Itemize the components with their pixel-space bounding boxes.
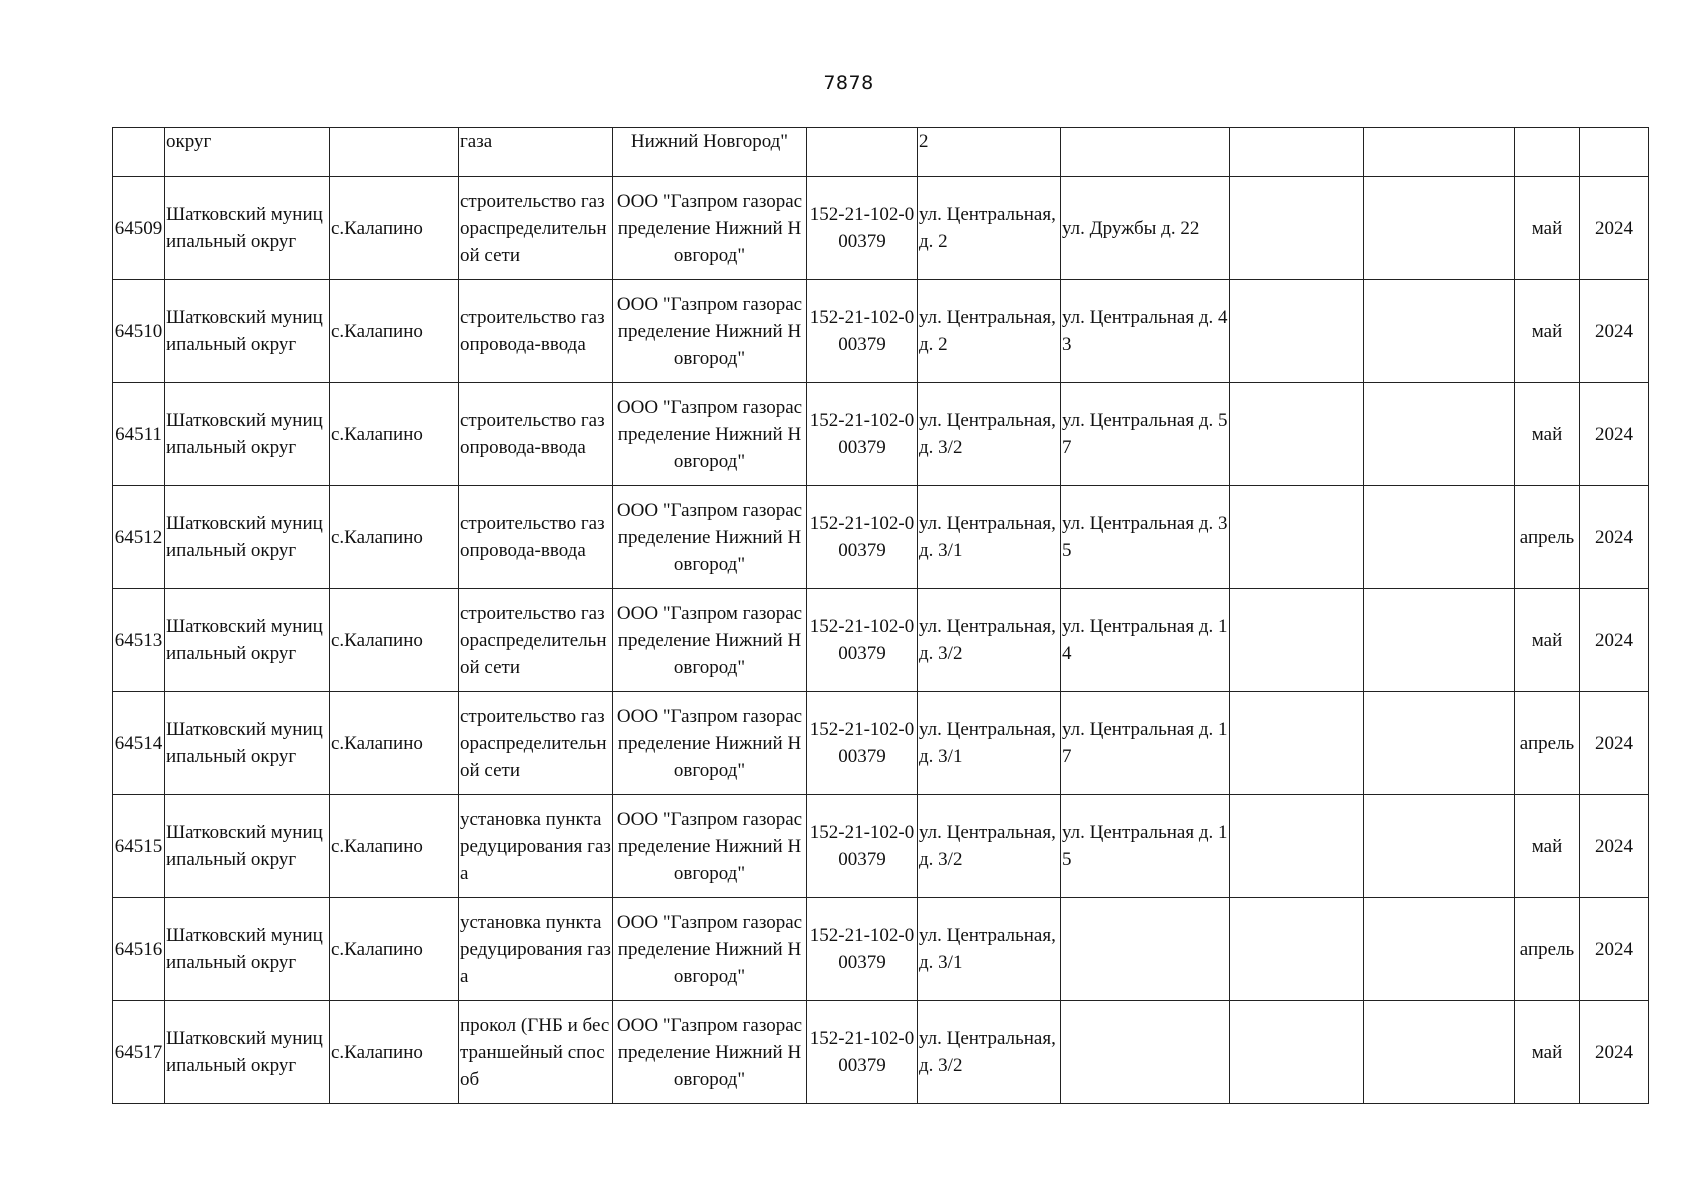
table-row bbox=[113, 280, 1649, 383]
cell-locality bbox=[330, 128, 459, 177]
cell-month: апрель bbox=[1515, 692, 1580, 795]
cell-address: ул. Центральная, д. 2 bbox=[918, 280, 1061, 383]
cell-connection-address: ул. Центральная д. 15 bbox=[1061, 795, 1230, 898]
cell-year: 2024 bbox=[1580, 486, 1649, 589]
cell-registry-number: 152-21-102-000379 bbox=[807, 177, 918, 280]
cell-connection-address: ул. Центральная д. 35 bbox=[1061, 486, 1230, 589]
cell-registry-number: 152-21-102-000379 bbox=[807, 1001, 918, 1104]
cell-empty bbox=[1230, 177, 1364, 280]
cell-empty bbox=[1230, 128, 1364, 177]
table-row bbox=[113, 692, 1649, 795]
cell-address: ул. Центральная, д. 3/2 bbox=[918, 1001, 1061, 1104]
cell-work-type: установка пункта редуцирования газа bbox=[459, 898, 613, 1001]
cell-registry-number: 152-21-102-000379 bbox=[807, 795, 918, 898]
cell-connection-address bbox=[1061, 898, 1230, 1001]
cell-work-type: строительство газораспределительной сети bbox=[459, 589, 613, 692]
cell-locality: с.Калапино bbox=[330, 692, 459, 795]
cell-locality: с.Калапино bbox=[330, 1001, 459, 1104]
cell-number: 64515 bbox=[113, 795, 165, 898]
cell-month bbox=[1515, 128, 1580, 177]
table-row bbox=[113, 383, 1649, 486]
cell-locality: с.Калапино bbox=[330, 589, 459, 692]
cell-address: ул. Центральная, д. 2 bbox=[918, 177, 1061, 280]
cell-month: апрель bbox=[1515, 898, 1580, 1001]
cell-number: 64510 bbox=[113, 280, 165, 383]
cell-empty bbox=[1364, 383, 1515, 486]
cell-year: 2024 bbox=[1580, 383, 1649, 486]
cell-number: 64516 bbox=[113, 898, 165, 1001]
cell-year: 2024 bbox=[1580, 280, 1649, 383]
cell-locality: с.Калапино bbox=[330, 177, 459, 280]
cell-connection-address bbox=[1061, 128, 1230, 177]
cell-district: Шатковский муниципальный округ bbox=[165, 1001, 330, 1104]
cell-address: ул. Центральная, д. 3/2 bbox=[918, 589, 1061, 692]
cell-district: Шатковский муниципальный округ bbox=[165, 280, 330, 383]
cell-month: май bbox=[1515, 383, 1580, 486]
cell-number: 64517 bbox=[113, 1001, 165, 1104]
cell-year: 2024 bbox=[1580, 898, 1649, 1001]
cell-empty bbox=[1230, 1001, 1364, 1104]
cell-empty bbox=[1230, 280, 1364, 383]
cell-registry-number: 152-21-102-000379 bbox=[807, 692, 918, 795]
cell-connection-address: ул. Центральная д. 17 bbox=[1061, 692, 1230, 795]
cell-work-type: установка пункта редуцирования газа bbox=[459, 795, 613, 898]
cell-empty bbox=[1230, 589, 1364, 692]
cell-organization: ООО "Газпром газораспределение Нижний Новгород" bbox=[613, 280, 807, 383]
cell-registry-number: 152-21-102-000379 bbox=[807, 383, 918, 486]
cell-empty bbox=[1230, 692, 1364, 795]
cell-number bbox=[113, 128, 165, 177]
cell-district: округ bbox=[165, 128, 330, 177]
cell-number: 64514 bbox=[113, 692, 165, 795]
cell-registry-number bbox=[807, 128, 918, 177]
cell-year: 2024 bbox=[1580, 1001, 1649, 1104]
cell-work-type: строительство газопровода-ввода bbox=[459, 383, 613, 486]
cell-district: Шатковский муниципальный округ bbox=[165, 177, 330, 280]
register-table bbox=[112, 127, 1649, 1104]
cell-connection-address: ул. Дружбы д. 22 bbox=[1061, 177, 1230, 280]
cell-year: 2024 bbox=[1580, 177, 1649, 280]
cell-month: апрель bbox=[1515, 486, 1580, 589]
cell-month: май bbox=[1515, 1001, 1580, 1104]
cell-connection-address: ул. Центральная д. 14 bbox=[1061, 589, 1230, 692]
table-row bbox=[113, 1001, 1649, 1104]
cell-locality: с.Калапино bbox=[330, 795, 459, 898]
cell-month: май bbox=[1515, 795, 1580, 898]
cell-work-type: строительство газопровода-ввода bbox=[459, 280, 613, 383]
cell-district: Шатковский муниципальный округ bbox=[165, 898, 330, 1001]
cell-address: ул. Центральная, д. 3/1 bbox=[918, 898, 1061, 1001]
cell-number: 64512 bbox=[113, 486, 165, 589]
cell-year bbox=[1580, 128, 1649, 177]
cell-empty bbox=[1364, 795, 1515, 898]
table-row-continuation bbox=[113, 128, 1649, 177]
cell-work-type: строительство газораспределительной сети bbox=[459, 177, 613, 280]
cell-month: май bbox=[1515, 589, 1580, 692]
cell-address: 2 bbox=[918, 128, 1061, 177]
cell-number: 64511 bbox=[113, 383, 165, 486]
cell-organization: ООО "Газпром газораспределение Нижний Новгород" bbox=[613, 177, 807, 280]
cell-address: ул. Центральная, д. 3/2 bbox=[918, 795, 1061, 898]
cell-empty bbox=[1364, 177, 1515, 280]
cell-organization: ООО "Газпром газораспределение Нижний Новгород" bbox=[613, 486, 807, 589]
cell-month: май bbox=[1515, 280, 1580, 383]
cell-empty bbox=[1364, 692, 1515, 795]
cell-year: 2024 bbox=[1580, 795, 1649, 898]
table-body bbox=[113, 128, 1649, 1104]
cell-organization: ООО "Газпром газораспределение Нижний Новгород" bbox=[613, 383, 807, 486]
table-row bbox=[113, 898, 1649, 1001]
cell-empty bbox=[1230, 383, 1364, 486]
cell-connection-address bbox=[1061, 1001, 1230, 1104]
cell-district: Шатковский муниципальный округ bbox=[165, 692, 330, 795]
cell-connection-address: ул. Центральная д. 57 bbox=[1061, 383, 1230, 486]
cell-organization: Нижний Новгород" bbox=[613, 128, 807, 177]
cell-district: Шатковский муниципальный округ bbox=[165, 589, 330, 692]
cell-registry-number: 152-21-102-000379 bbox=[807, 898, 918, 1001]
cell-locality: с.Калапино bbox=[330, 280, 459, 383]
cell-district: Шатковский муниципальный округ bbox=[165, 486, 330, 589]
cell-registry-number: 152-21-102-000379 bbox=[807, 589, 918, 692]
cell-address: ул. Центральная, д. 3/1 bbox=[918, 692, 1061, 795]
cell-connection-address: ул. Центральная д. 43 bbox=[1061, 280, 1230, 383]
cell-district: Шатковский муниципальный округ bbox=[165, 795, 330, 898]
table-row bbox=[113, 486, 1649, 589]
cell-registry-number: 152-21-102-000379 bbox=[807, 486, 918, 589]
cell-year: 2024 bbox=[1580, 692, 1649, 795]
cell-registry-number: 152-21-102-000379 bbox=[807, 280, 918, 383]
cell-month: май bbox=[1515, 177, 1580, 280]
cell-empty bbox=[1364, 898, 1515, 1001]
table-row bbox=[113, 177, 1649, 280]
cell-number: 64509 bbox=[113, 177, 165, 280]
cell-empty bbox=[1364, 1001, 1515, 1104]
cell-locality: с.Калапино bbox=[330, 383, 459, 486]
cell-number: 64513 bbox=[113, 589, 165, 692]
cell-organization: ООО "Газпром газораспределение Нижний Новгород" bbox=[613, 1001, 807, 1104]
cell-empty bbox=[1364, 589, 1515, 692]
cell-organization: ООО "Газпром газораспределение Нижний Новгород" bbox=[613, 589, 807, 692]
cell-organization: ООО "Газпром газораспределение Нижний Новгород" bbox=[613, 692, 807, 795]
table-row bbox=[113, 589, 1649, 692]
cell-empty bbox=[1230, 898, 1364, 1001]
table-row bbox=[113, 795, 1649, 898]
cell-empty bbox=[1364, 486, 1515, 589]
cell-locality: с.Калапино bbox=[330, 486, 459, 589]
cell-work-type: газа bbox=[459, 128, 613, 177]
cell-work-type: строительство газораспределительной сети bbox=[459, 692, 613, 795]
cell-locality: с.Калапино bbox=[330, 898, 459, 1001]
cell-empty bbox=[1364, 280, 1515, 383]
cell-empty bbox=[1230, 486, 1364, 589]
cell-address: ул. Центральная, д. 3/2 bbox=[918, 383, 1061, 486]
cell-district: Шатковский муниципальный округ bbox=[165, 383, 330, 486]
cell-empty bbox=[1230, 795, 1364, 898]
cell-empty bbox=[1364, 128, 1515, 177]
cell-organization: ООО "Газпром газораспределение Нижний Новгород" bbox=[613, 795, 807, 898]
cell-work-type: строительство газопровода-ввода bbox=[459, 486, 613, 589]
cell-year: 2024 bbox=[1580, 589, 1649, 692]
cell-work-type: прокол (ГНБ и бестраншейный способ bbox=[459, 1001, 613, 1104]
cell-organization: ООО "Газпром газораспределение Нижний Новгород" bbox=[613, 898, 807, 1001]
page-number: 7878 bbox=[823, 72, 874, 94]
cell-address: ул. Центральная, д. 3/1 bbox=[918, 486, 1061, 589]
